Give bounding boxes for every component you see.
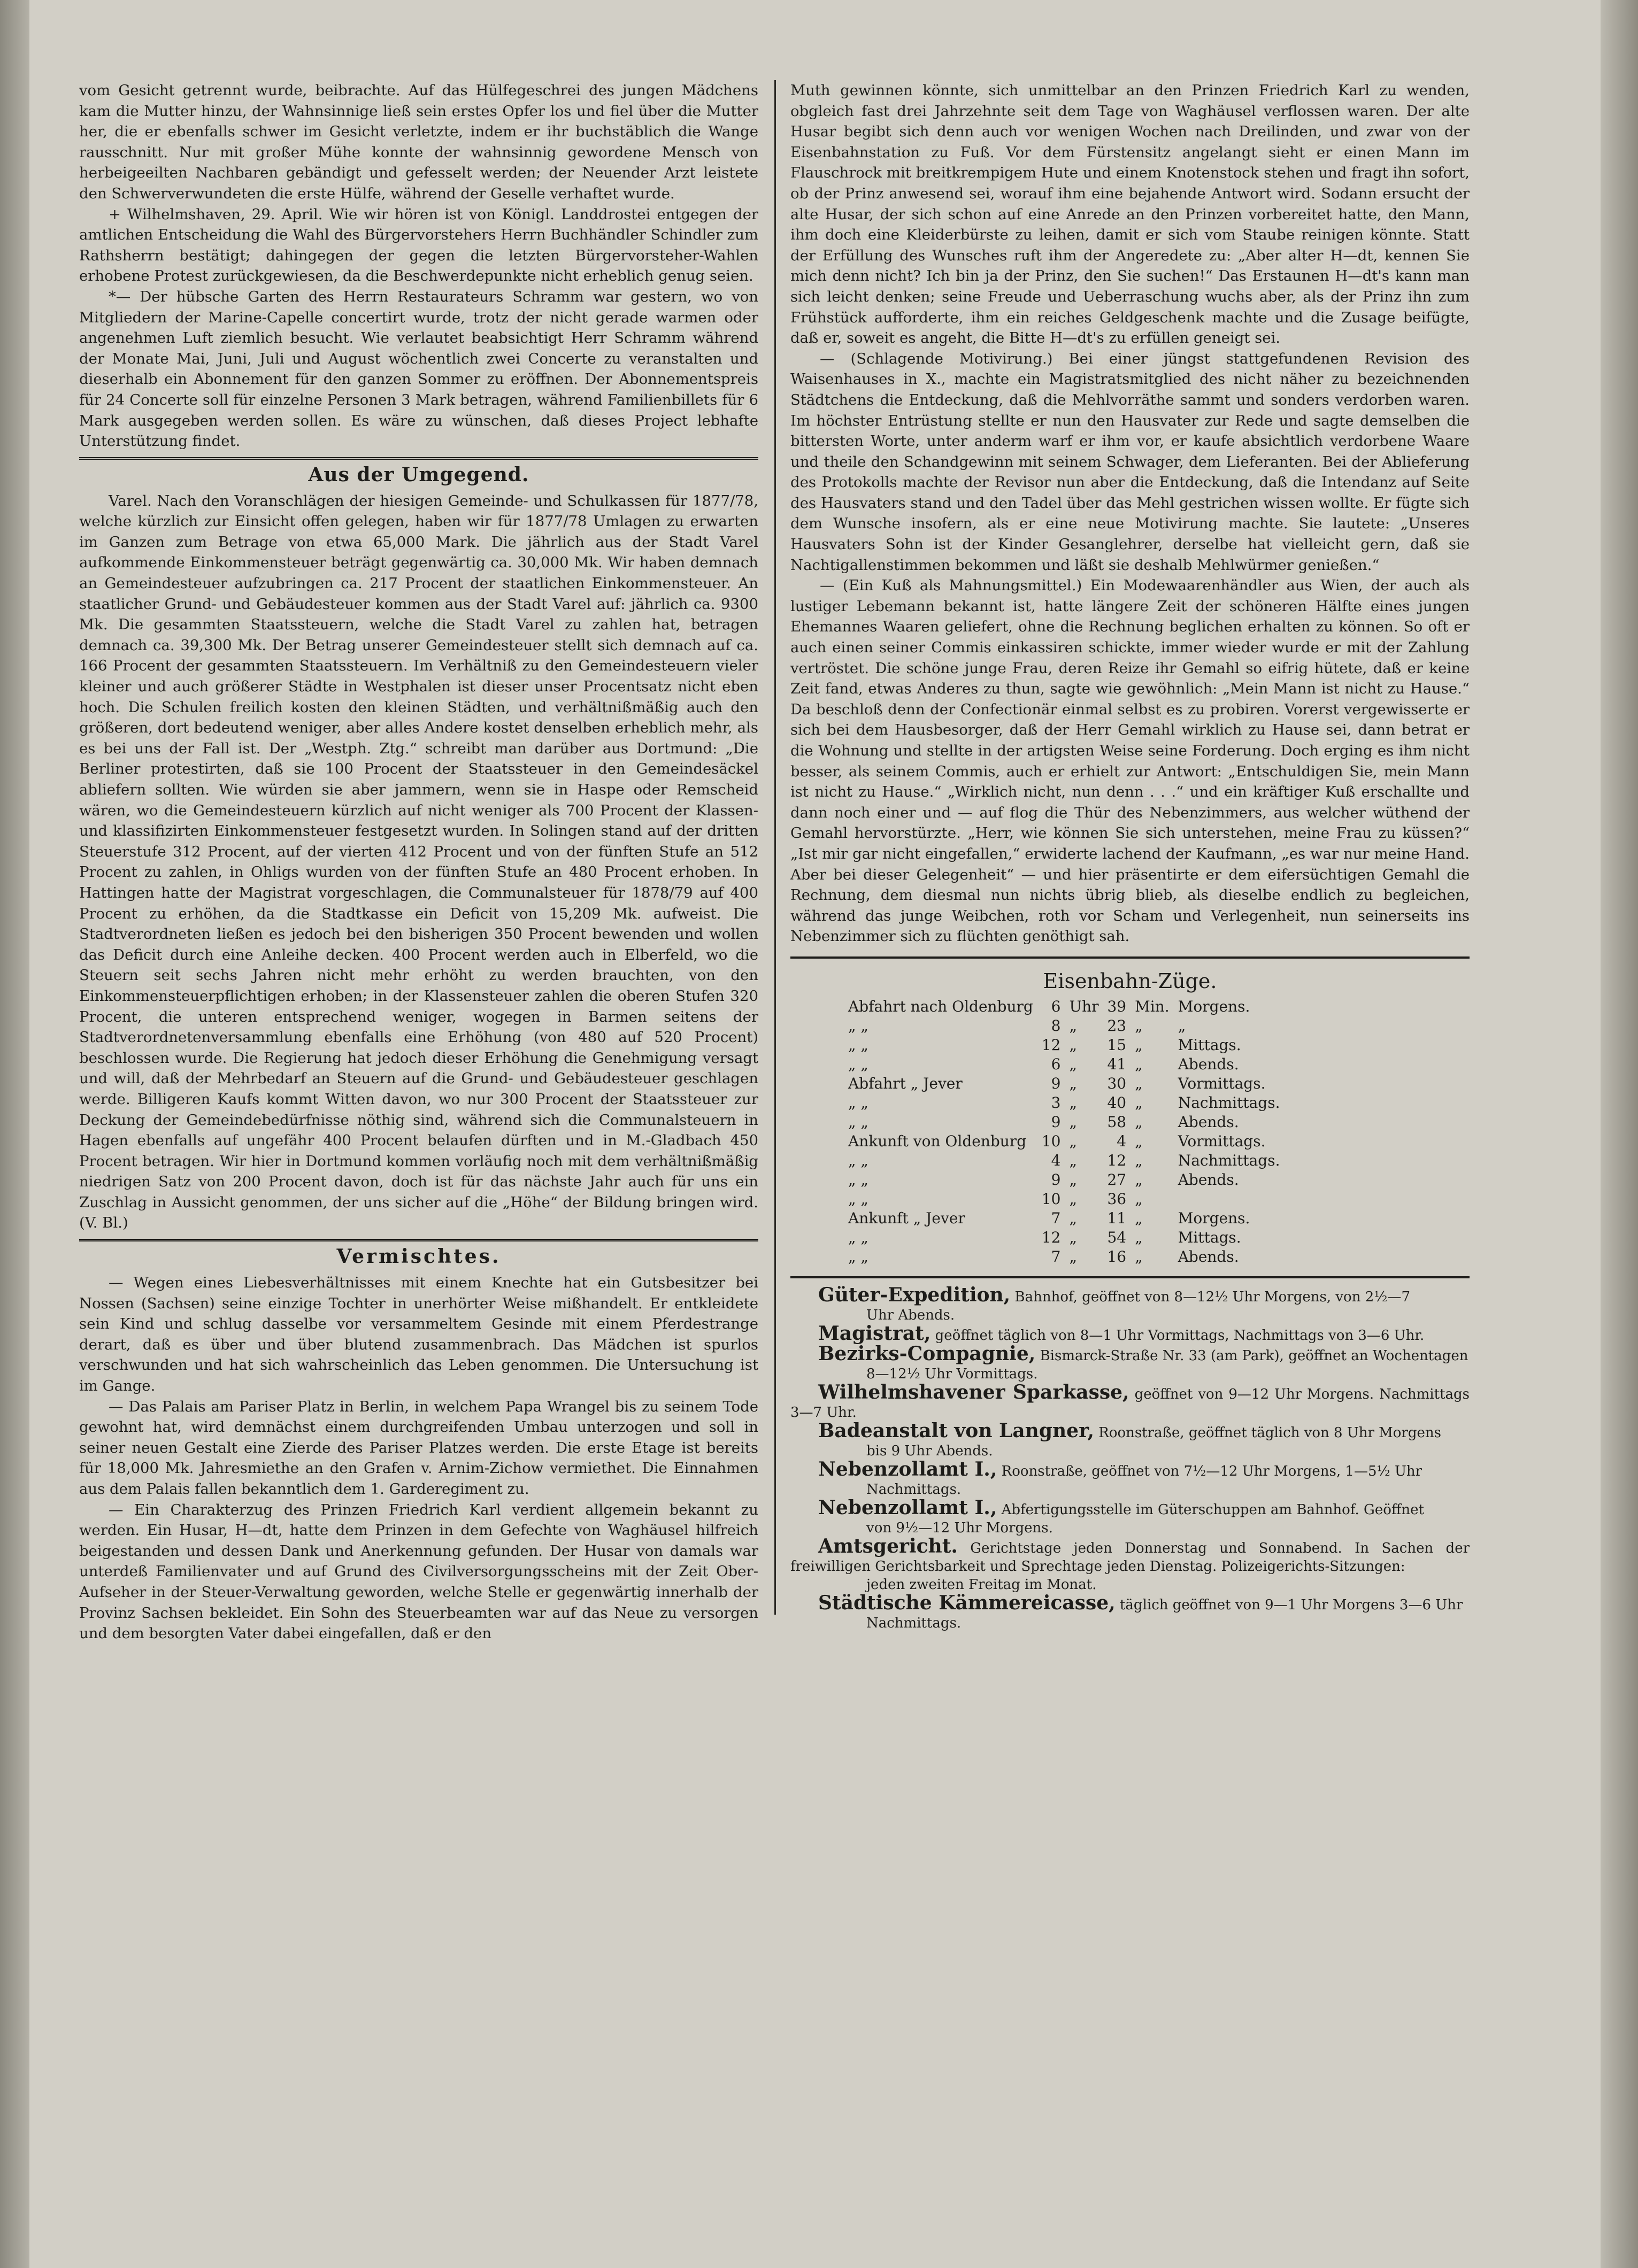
office-hours-entry [790, 1496, 1470, 1537]
train-cell: „ [1135, 1170, 1143, 1189]
train-cell: 9 [1051, 1074, 1061, 1092]
left-column [79, 80, 758, 1644]
train-row [844, 1209, 1285, 1228]
train-row [844, 1016, 1285, 1036]
office-hours-text: geöffnet von 9—12 Uhr Morgens. Nachmittags 3—7 Uhr. [790, 1386, 1470, 1421]
train-cell: „ „ [848, 1247, 868, 1266]
page-left-edge [0, 0, 29, 2268]
train-cell: Vormittags. [1178, 1074, 1266, 1092]
train-cell: 27 [1107, 1170, 1127, 1189]
article-paragraph: — Ein Charakterzug des Prinzen Friedrich Karl verdient allgemein bekannt zu werden. Ein Husar, H—dt, hatte dem Prinzen in dem Gefechte von Waghäusel hilfreich beigestanden und dessen Dank und Anerkennung gefunden. Der Husar von damals war unterdeß Familienvater und auf Grund des Civilversorgungsscheins mit der Zeit Ober-Aufseher in der Steuer-Verwaltung geworden, welche Stelle er gegenwärtig innerhalb der Provinz Sachsen bekleidet. Ein Sohn des Steuerbeamten war auf das Neue zu versorgen und dem besorgten Vater dabei eingefallen, daß er den [79, 1501, 758, 1642]
section-heading-vermischtes: Vermischtes. [79, 1239, 758, 1269]
office-hours-continuation: 8—12½ Uhr Vormittags. [866, 1366, 1038, 1382]
train-cell: „ [1069, 1036, 1077, 1054]
office-hours-entry [790, 1419, 1470, 1460]
train-cell: 9 [1051, 1113, 1061, 1131]
train-row [844, 1228, 1285, 1247]
office-hours-list [790, 1283, 1470, 1632]
article-paragraph: *— Der hübsche Garten des Herrn Restaurateurs Schramm war gestern, wo von Mitgliedern der Marine-Capelle concertirt wurde, trotz der nicht gerade warmen oder angenehmen Luft ziemlich besucht. Wie verlautet beabsichtigt Herr Schramm während der Monate Mai, Juni, Juli und August wöchentlich zwei Concerte zu veranstalten und dieserhalb ein Abonnement für den ganzen Sommer zu eröffnen. Der Abonnementspreis für 24 Concerte soll für einzelne Personen 3 Mark betragen, während Familienbillets für 6 Mark ausgegeben werden sollen. Es wäre zu wünschen, daß dieses Project lebhafte Unterstützung findet. [79, 288, 758, 450]
train-cell: „ [1135, 1132, 1143, 1150]
office-hours-continuation: Uhr Abends. [866, 1307, 955, 1323]
office-name: Güter-Expedition, [818, 1283, 1011, 1306]
article-paragraph: Muth gewinnen könnte, sich unmittelbar an den Prinzen Friedrich Karl zu wenden, obgleich fast drei Jahrzehnte seit dem Tage von Waghäusel verflossen waren. Der alte Husar begibt sich denn auch vor wenigen Wochen nach Dreilinden, und zwar von der Eisenbahnstation zu Fuß. Vor dem Fürstensitz angelangt sieht er einen Mann im Flauschrock mit breitkrempigem Hute und einem Knotenstock stehen und fragt ihn sofort, ob der Prinz anwesend sei, worauf ihm eine bejahende Antwort wird. Sodann ersucht der alte Husar, der sich schon auf eine Anrede an den Prinzen vorbereitet hatte, den Mann, ihm doch eine Kleiderbürste zu leihen, damit er sich vom Staube reinigen könnte. Statt der Erfüllung des Wunsches ruft ihm der Angeredete zu: „Aber alter H—dt, kennen Sie mich denn nicht? Ich bin ja der Prinz, den Sie suchen!“ Das Erstaunen H—dt's kann man sich leicht denken; seine Freude und Ueberraschung wuchs aber, als der Prinz ihn zum Frühstück aufforderte, ihm ein reiches Geldgeschenk machte und die Zusage beifügte, daß er, soweit es angeht, die Bitte H—dt's zu erfüllen geneigt sei. [790, 82, 1470, 347]
article-paragraph [79, 491, 758, 1233]
train-schedule-table [844, 997, 1285, 1267]
train-cell: „ „ [848, 1151, 868, 1169]
office-name: Städtische Kämmereicasse, [818, 1591, 1116, 1614]
office-hours-entry [790, 1457, 1470, 1499]
train-cell: „ „ [848, 1113, 868, 1131]
train-cell: 12 [1107, 1151, 1127, 1169]
office-hours-text: Gerichtstage jeden Donnerstag und Sonnabend. In Sachen der freiwilligen Gerichtsbarkeit und Sprechtage jeden Dienstag. Polizeigerichts-Sitzungen: [790, 1540, 1470, 1575]
train-cell: „ [1069, 1055, 1077, 1073]
train-cell: Mittags. [1178, 1036, 1241, 1054]
train-cell: „ [1069, 1190, 1077, 1208]
office-name: Magistrat, [818, 1322, 931, 1345]
train-cell: „ [1069, 1170, 1077, 1189]
train-row [844, 1055, 1285, 1074]
train-cell: Ankunft von Oldenburg [848, 1132, 1027, 1150]
train-cell: „ [1135, 1209, 1143, 1227]
page-right-edge [1601, 0, 1638, 2268]
train-cell: Abfahrt „ Jever [848, 1074, 963, 1092]
train-cell: „ „ [848, 1016, 868, 1035]
train-cell: 40 [1107, 1093, 1127, 1112]
train-cell [1174, 1190, 1285, 1209]
train-cell: „ [1069, 1209, 1077, 1227]
train-cell: 41 [1107, 1055, 1127, 1073]
train-cell: „ [1069, 1247, 1077, 1266]
train-cell: Nachmittags. [1178, 1151, 1280, 1169]
train-cell: 11 [1107, 1209, 1127, 1227]
office-name: Wilhelmshavener Sparkasse, [818, 1380, 1129, 1403]
office-hours-continuation: jeden zweiten Freitag im Monat. [866, 1576, 1097, 1593]
office-name: Amtsgericht. [818, 1534, 958, 1557]
train-cell: 8 [1051, 1016, 1061, 1035]
train-cell: Morgens. [1178, 997, 1250, 1015]
article-text: Varel. Nach den Voranschlägen der hiesigen Gemeinde- und Schulkassen für 1877/78, welche kürzlich zur Einsicht offen gelegen, haben wir für 1877/78 Umlagen zu erwarten im Ganzen zum Betrage von etwa 65,000 Mark. Die jährlich aus der Stadt Varel aufkommende Einkommensteuer beträgt gegenwärtig ca. 30,000 Mk. Wir haben demnach an Gemeindesteuer aufzubringen ca. 217 Procent der staatlichen Einkommensteuer. An staatlicher Grund- und Gebäudesteuer kommen aus der Stadt Varel auf: jährlich ca. 9300 Mk. Die gesammten Staatssteuern, welche die Stadt Varel zu zahlen hat, betragen demnach ca. 39,300 Mk. Der Betrag unserer Gemeindesteuer stellt sich demnach auf ca. 166 Procent der gesammten Staatssteuern. Im Verhältniß zu den Gemeindesteuern vieler kleiner und auch größerer Städte in Westphalen ist dieser unser Procentsatz nicht eben hoch. Die Schulen freilich kosten den kleinen Städten, und verhältnißmäßig auch den größeren, dort bedeutend weniger, aber alles Andere kostet denselben erheblich mehr, als es bei uns der Fall ist. Der „Westph. Ztg.“ schreibt man darüber aus Dortmund: „Die Berliner protestirten, daß sie 100 Procent der Staatssteuer in den Gemeindesäckel abliefern sollten. Wie würden sie aber jammern, wenn sie in Haspe oder Remscheid wären, wo die Gemeindesteuern kürzlich auf nicht weniger als 700 Procent der Klassen- und klassifizirten Einkommensteuer festgesetzt wurden. In Solingen stand auf der dritten Steuerstufe 312 Procent, auf der vierten 412 Procent und von der fünften Stufe an 512 Procent zu zahlen, in Ohligs wurden von der fünften Stufe an 480 Procent erhoben. In Hattingen hatte der Magistrat vorgeschlagen, die Communalsteuer für 1878/79 auf 400 Procent zu erhöhen, da die Stadtkasse ein Deficit von 15,209 Mk. aufweist. Die Stadtverordneten ließen es jedoch bei den bisherigen 350 Procent bewenden und wollen das Deficit durch eine Anleihe decken. 400 Procent werden auch in Elberfeld, wo die Steuern seit sechs Jahren nicht mehr erhöht zu werden brauchten, von den Einkommensteuerpflichtigen erhoben; in der Klassensteuer zahlen die oberen Stufen 320 Procent, die unteren entsprechend weniger, wogegen in Barmen seitens der Stadtverordnetenversammlung ebenfalls eine Erhöhung (von 480 auf 520 Procent) beschlossen wurde. Die Regierung hat jedoch dieser Erhöhung die Genehmigung versagt und will, daß der Mehrbedarf an Steuern auf die Grund- und Gebäudesteuer geschlagen werde. Billigeren Kaufs kommt Witten davon, wo nur 300 Procent der Staatssteuer zur Deckung der Gemeindebedürfnisse nöthig sind, während sich die Communalsteuern in Hagen ebenfalls auf ungefähr 400 Procent belaufen dürften und in M.-Gladbach 450 Procent betragen. Wir hier in Dortmund kommen vorläufig noch mit dem verhältnißmäßig niedrigen Satz von 200 Procent davon, doch ist für das nächste Jahr auch für uns ein Zuschlag in Aussicht genommen, der uns sicher auf die „Höhe“ der Bildung bringen wird. [79, 492, 758, 1211]
train-cell: 4 [1117, 1132, 1127, 1150]
train-row [844, 1190, 1285, 1209]
train-cell: 58 [1107, 1113, 1127, 1131]
office-hours-text: täglich geöffnet von 9—1 Uhr Morgens 3—6 Uhr [1119, 1596, 1463, 1613]
article-paragraph: — Das Palais am Pariser Platz in Berlin, in welchem Papa Wrangel bis zu seinem Tode gewohnt hat, wird demnächst einem durchgreifenden Umbau unterzogen und soll in seiner neuen Gestalt eine Zierde des Pariser Platzes werden. Die erste Etage ist bereits für 18,000 Mk. Jahresmiethe an den Grafen v. Arnim-Zichow vermiethet. Die Einnahmen aus dem Palais fallen bekanntlich dem 1. Garderegiment zu. [79, 1398, 758, 1498]
train-cell: 16 [1107, 1247, 1127, 1266]
right-column [790, 80, 1470, 1632]
train-row [844, 1151, 1285, 1170]
section-rule [790, 1276, 1470, 1278]
train-cell: 6 [1051, 997, 1061, 1015]
source-citation: (V. Bl.) [79, 1214, 128, 1232]
train-cell: 39 [1107, 997, 1127, 1015]
train-cell: 6 [1051, 1055, 1061, 1073]
train-row [844, 1170, 1285, 1190]
train-cell: „ [1135, 1151, 1143, 1169]
office-hours-text: Bismarck-Straße Nr. 33 (am Park), geöffnet an Wochentagen [1040, 1347, 1468, 1364]
train-cell: „ [1069, 1074, 1077, 1092]
office-hours-continuation: von 9½—12 Uhr Morgens. [866, 1519, 1053, 1536]
office-hours-text: geöffnet täglich von 8—1 Uhr Vormittags, Nachmittags von 3—6 Uhr. [935, 1327, 1425, 1344]
train-row [844, 1074, 1285, 1093]
train-cell: „ [1135, 1074, 1143, 1092]
train-cell: Morgens. [1178, 1209, 1250, 1227]
train-cell: „ „ [848, 1228, 868, 1246]
train-row [844, 1132, 1285, 1151]
train-cell: 9 [1051, 1170, 1061, 1189]
office-hours-entry [790, 1591, 1470, 1632]
train-cell: „ [1135, 1036, 1143, 1054]
office-name: Badeanstalt von Langner, [818, 1419, 1094, 1442]
train-cell: 36 [1107, 1190, 1127, 1208]
train-cell: „ „ [848, 1036, 868, 1054]
train-cell: Abends. [1178, 1113, 1239, 1131]
train-row [844, 997, 1285, 1016]
train-cell: Vormittags. [1178, 1132, 1266, 1150]
train-cell: „ [1135, 1093, 1143, 1112]
train-cell: 12 [1041, 1228, 1061, 1246]
train-cell: 3 [1051, 1093, 1061, 1112]
train-cell: 12 [1041, 1036, 1061, 1054]
train-cell: Min. [1135, 997, 1170, 1015]
train-cell: Nachmittags. [1178, 1093, 1280, 1112]
train-cell: „ [1135, 1055, 1143, 1073]
article-paragraph: — (Ein Kuß als Mahnungsmittel.) Ein Modewaarenhändler aus Wien, der auch als lustiger Lebemann bekannt ist, hatte längere Zeit der schöneren Hälfte eines jungen Ehemannes Waaren geliefert, ohne die Rechnung beglichen erhalten zu können. So oft er auch einen seiner Commis einkassiren schickte, immer wieder wurde er mit der Zahlung vertröstet. Die schöne junge Frau, deren Reize ihr Gemahl so eifrig hütete, daß er keine Zeit fand, etwas Anderes zu thun, sagte wie gewöhnlich: „Mein Mann ist nicht zu Hause.“ Da beschloß denn der Confectionär einmal selbst es zu probiren. Vorerst vergewisserte er sich bei dem Hausbesorger, daß der Herr Gemahl wirklich zu Hause sei, dann betrat er die Wohnung und stellte in der artigsten Weise seine Forderung. Doch erging es ihm nicht besser, als seinem Commis, auch er erhielt zur Antwort: „Entschuldigen Sie, mein Mann ist nicht zu Hause.“ „Wirklich nicht, nun denn . . .“ und ein kräftiger Kuß erschallte und dann noch einer und — auf flog die Thür des Nebenzimmers, aus welcher wüthend der Gemahl hervorstürzte. „Herr, wie können Sie sich unterstehen, meine Frau zu küssen?“ „Ist mir gar nicht eingefallen,“ erwiderte lachend der Kaufmann, „es war nur meine Hand. Aber bei dieser Gelegenheit“ — und hier präsentirte er dem eifersüchtigen Gemahl die Rechnung, dem diesmal nun nichts übrig blieb, als dieselbe endlich zu begleichen, während das junge Weibchen, roth vor Scham und Verlegenheit, nun seinerseits ins Nebenzimmer sich zu flüchten genöthigt sah. [790, 577, 1470, 945]
train-cell: „ [1135, 1190, 1143, 1208]
office-hours-entry [790, 1342, 1470, 1383]
train-cell: 10 [1041, 1132, 1061, 1150]
article-paragraph: — Wegen eines Liebesverhältnisses mit einem Knechte hat ein Gutsbesitzer bei Nossen (Sachsen) seine einzige Tochter in unerhörter Weise mißhandelt. Er entkleidete sein Kind und schlug dasselbe vor versammeltem Gesinde mit einem Pferdestrange derart, daß es über und über blutend zusammenbrach. Das Mädchen ist spurlos verschwunden und hat sich wahrscheinlich das Leben genommen. Die Untersuchung ist im Gange. [79, 1274, 758, 1395]
train-cell: Ankunft „ Jever [848, 1209, 965, 1227]
train-row [844, 1036, 1285, 1055]
train-cell: 30 [1107, 1074, 1127, 1092]
train-cell: „ [1069, 1093, 1077, 1112]
train-row [844, 1113, 1285, 1132]
column-divider [774, 80, 776, 1615]
train-cell: 7 [1051, 1209, 1061, 1227]
train-cell: 15 [1107, 1036, 1127, 1054]
train-cell: Abends. [1178, 1170, 1239, 1189]
train-row [844, 1093, 1285, 1113]
train-cell: „ „ [848, 1170, 868, 1189]
train-cell: 54 [1107, 1228, 1127, 1246]
train-cell: „ „ [848, 1093, 868, 1112]
train-cell: „ „ [848, 1190, 868, 1208]
article-paragraph: vom Gesicht getrennt wurde, beibrachte. Auf das Hülfegeschrei des jungen Mädchens kam die Mutter hinzu, der Wahnsinnige ließ sein erstes Opfer los und fiel über die Mutter her, die er ebenfalls schwer im Gesicht verletzte, indem er ihr buchstäblich die Wange rausschnitt. Nur mit großer Mühe konnte der wahnsinnig gewordene Mensch von herbeigeeilten Nachbaren gebändigt und gefesselt werden; der Neuender Arzt leistete den Schwerverwundeten die erste Hülfe, während der Geselle verhaftet wurde. [79, 82, 758, 202]
office-name: Nebenzollamt I., [818, 1457, 997, 1480]
train-cell: 10 [1041, 1190, 1061, 1208]
train-cell: Abends. [1178, 1055, 1239, 1073]
office-name: Bezirks-Compagnie, [818, 1342, 1036, 1365]
train-cell: „ [1135, 1016, 1143, 1035]
train-schedule-title: Eisenbahn-Züge. [1043, 969, 1217, 993]
article-paragraph: + Wilhelmshaven, 29. April. Wie wir hören ist von Königl. Landdrostei entgegen der amtlichen Entscheidung die Wahl des Bürgervorstehers Herrn Buchhändler Schindler zum Rathsherrn bestätigt; dahingegen der gegen die letzten Bürgervorsteher-Wahlen erhobene Protest zurückgewiesen, da die Beschwerdepunkte nicht erheblich genug seien. [79, 205, 758, 285]
office-hours-entry [790, 1324, 1470, 1345]
train-cell: „ [1135, 1113, 1143, 1131]
office-hours-entry [790, 1283, 1470, 1324]
office-hours-text: Roonstraße, geöffnet täglich von 8 Uhr Morgens [1098, 1424, 1442, 1441]
train-cell: Mittags. [1178, 1228, 1241, 1246]
office-hours-text: Bahnhof, geöffnet von 8—12½ Uhr Morgens, von 2½—7 [1014, 1289, 1410, 1305]
office-hours-text: Abfertigungsstelle im Güterschuppen am Bahnhof. Geöffnet [1001, 1501, 1424, 1518]
train-cell: „ [1135, 1247, 1143, 1266]
article-paragraph: — (Schlagende Motivirung.) Bei einer jüngst stattgefundenen Revision des Waisenhauses in X., machte ein Magistratsmitglied des nicht näher zu bezeichnenden Städtchens die Entdeckung, daß die Mehlvorräthe sammt und sonders verdorben waren. Im höchster Entrüstung stellte er nun den Hausvater zur Rede und sagte demselben die bittersten Worte, unter anderm warf er ihm vor, er kaufe absichtlich verdorbene Waare und theile den Schandgewinn mit seinem Schwager, dem Lieferanten. Bei der Ablieferung des Protokolls machte der Revisor nun aber die Entdeckung, daß die Intendanz auf Seite des Hausvaters stand und den Tadel über das Mehl gestrichen wissen wollte. Er fügte sich dem Wunsche insofern, als er eine neue Motivirung machte. Sie lautete: „Unseres Hausvaters Sohn ist der Kinder Gesanglehrer, derselbe hat vielleicht gern, daß sie Nachtigallenstimmen bekommen und läßt sie deshalb Mehlwürmer genießen.“ [790, 350, 1470, 574]
train-cell: „ [1069, 1016, 1077, 1035]
train-cell: 4 [1051, 1151, 1061, 1169]
train-cell: „ [1069, 1132, 1077, 1150]
train-cell: „ [1178, 1016, 1186, 1035]
office-hours-entry [790, 1534, 1470, 1594]
train-cell: Abfahrt nach Oldenburg [848, 997, 1033, 1015]
train-row [844, 1247, 1285, 1267]
train-cell: „ [1069, 1113, 1077, 1131]
train-cell: „ „ [848, 1055, 868, 1073]
train-cell: 7 [1051, 1247, 1061, 1266]
train-cell: „ [1069, 1151, 1077, 1169]
train-cell: Abends. [1178, 1247, 1239, 1266]
office-hours-continuation: Nachmittags. [866, 1481, 962, 1498]
office-hours-continuation: bis 9 Uhr Abends. [866, 1442, 993, 1459]
office-hours-text: Roonstraße, geöffnet von 7½—12 Uhr Morgens, 1—5½ Uhr [1001, 1463, 1422, 1479]
section-heading-umgegend: Aus der Umgegend. [79, 457, 758, 488]
office-hours-entry [790, 1380, 1470, 1422]
section-rule [790, 956, 1470, 959]
train-cell: „ [1069, 1228, 1077, 1246]
train-cell: 23 [1107, 1016, 1127, 1035]
office-hours-continuation: Nachmittags. [866, 1615, 962, 1631]
train-cell: „ [1135, 1228, 1143, 1246]
train-cell: Uhr [1069, 997, 1099, 1015]
office-name: Nebenzollamt I., [818, 1496, 997, 1519]
